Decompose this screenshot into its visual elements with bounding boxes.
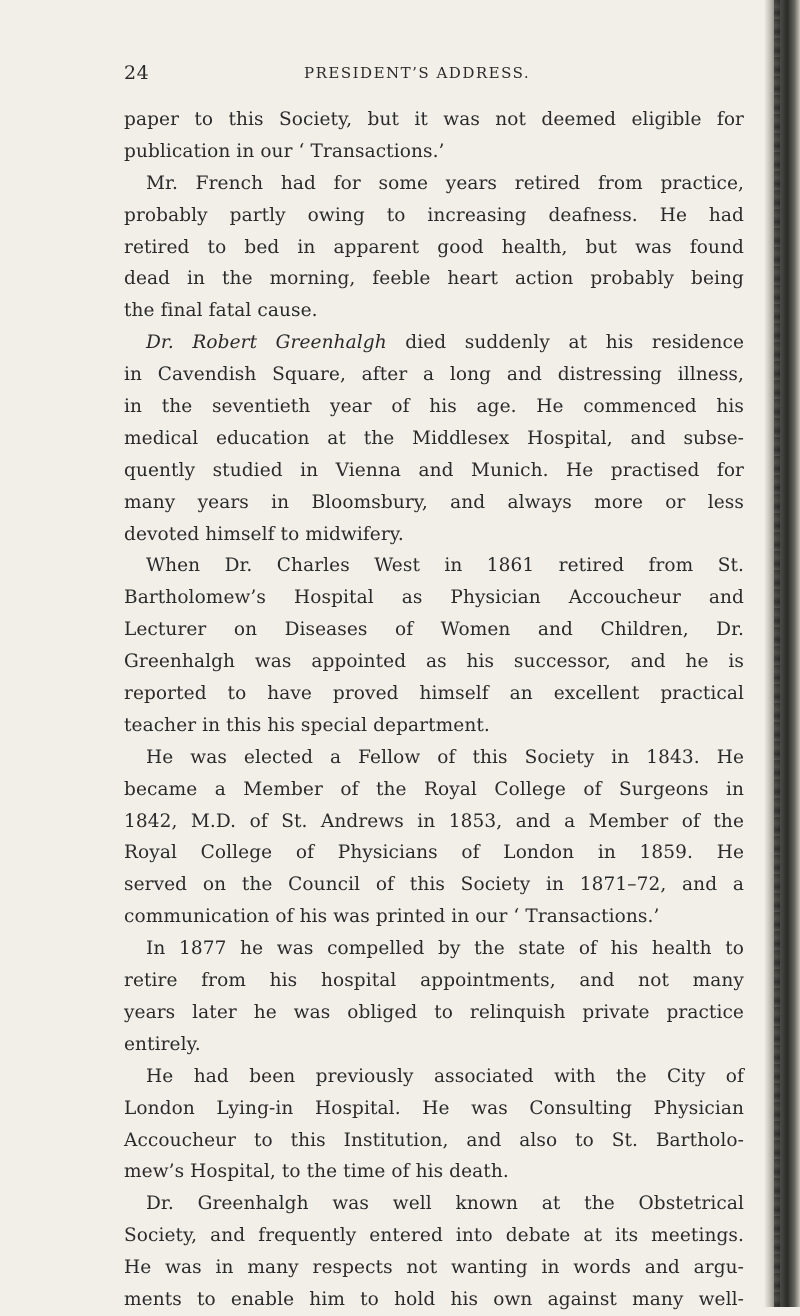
text-line: Dr. Greenhalgh was well known at the Obstetrical	[146, 1193, 744, 1215]
text-line: in the seventieth year of his age. He commenced his	[124, 396, 744, 418]
text-line: reported to have proved himself an excellent practical	[124, 683, 744, 705]
text-line: probably partly owing to increasing deafness. He had	[124, 204, 744, 226]
text-line: retired to bed in apparent good health, but was found	[124, 236, 744, 258]
text-line: mew’s Hospital, to the time of his death.	[124, 1161, 509, 1183]
text-line: the final fatal cause.	[124, 300, 318, 322]
text-line: retire from his hospital appointments, and not many	[124, 970, 744, 992]
text-line: paper to this Society, but it was not deemed eligible for	[124, 109, 744, 130]
text-line: In 1877 he was compelled by the state of his health to	[146, 938, 744, 960]
text-line: He was in many respects not wanting in words and argu-	[124, 1257, 744, 1279]
text-line: He had been previously associated with the City of	[146, 1065, 744, 1087]
text-line: quently studied in Vienna and Munich. He practised for	[124, 459, 744, 481]
text-line: Royal College of Physicians of London in 1859. He	[124, 842, 744, 864]
text-line: When Dr. Charles West in 1861 retired from St.	[146, 555, 744, 577]
person-name: Dr. Robert Greenhalgh	[146, 332, 387, 354]
text-line: entirely.	[124, 1033, 201, 1055]
text-line: Accoucheur to this Institution, and also to St. Bartholo-	[124, 1129, 744, 1151]
page-number: 24	[124, 62, 150, 84]
body-text	[124, 104, 744, 1316]
text-line: publication in our ‘ Transactions.’	[124, 140, 445, 162]
text-line: London Lying-in Hospital. He was Consulting Physician	[124, 1097, 744, 1119]
text-line: He was elected a Fellow of this Society in 1843. He	[146, 746, 744, 768]
text-line: in Cavendish Square, after a long and distressing illness,	[124, 364, 744, 386]
text-line: Mr. French had for some years retired from practice,	[146, 172, 744, 194]
text-line: communication of his was printed in our ‘ Transactions.’	[124, 906, 660, 928]
text-line: Greenhalgh was appointed as his successor, and he is	[124, 651, 744, 673]
text-line: 1842, M.D. of St. Andrews in 1853, and a Member of the	[124, 810, 744, 832]
text-line: devoted himself to midwifery.	[124, 523, 404, 545]
text-line: medical education at the Middlesex Hospital, and subse-	[124, 427, 744, 449]
running-title: PRESIDENT’S ADDRESS.	[304, 64, 531, 82]
text-fragment: died suddenly at his residence	[405, 332, 745, 354]
book-binding-edge	[764, 0, 800, 1307]
text-line: teacher in this his special department.	[124, 714, 490, 736]
text-line: many years in Bloomsbury, and always more or less	[124, 491, 744, 513]
text-line: served on the Council of this Society in 1871–72, and a	[124, 874, 744, 896]
text-line: Lecturer on Diseases of Women and Children, Dr.	[124, 619, 744, 641]
text-line-with-name	[124, 327, 744, 359]
text-line: Bartholomew’s Hospital as Physician Accoucheur and	[124, 587, 744, 609]
text-line: years later he was obliged to relinquish private practice	[124, 1001, 744, 1023]
text-line: ments to enable him to hold his own against many well-	[124, 1288, 744, 1310]
text-line: became a Member of the Royal College of Surgeons in	[124, 778, 744, 800]
text-line: Society, and frequently entered into debate at its meetings.	[124, 1225, 744, 1247]
text-line: dead in the morning, feeble heart action probably being	[124, 268, 744, 290]
